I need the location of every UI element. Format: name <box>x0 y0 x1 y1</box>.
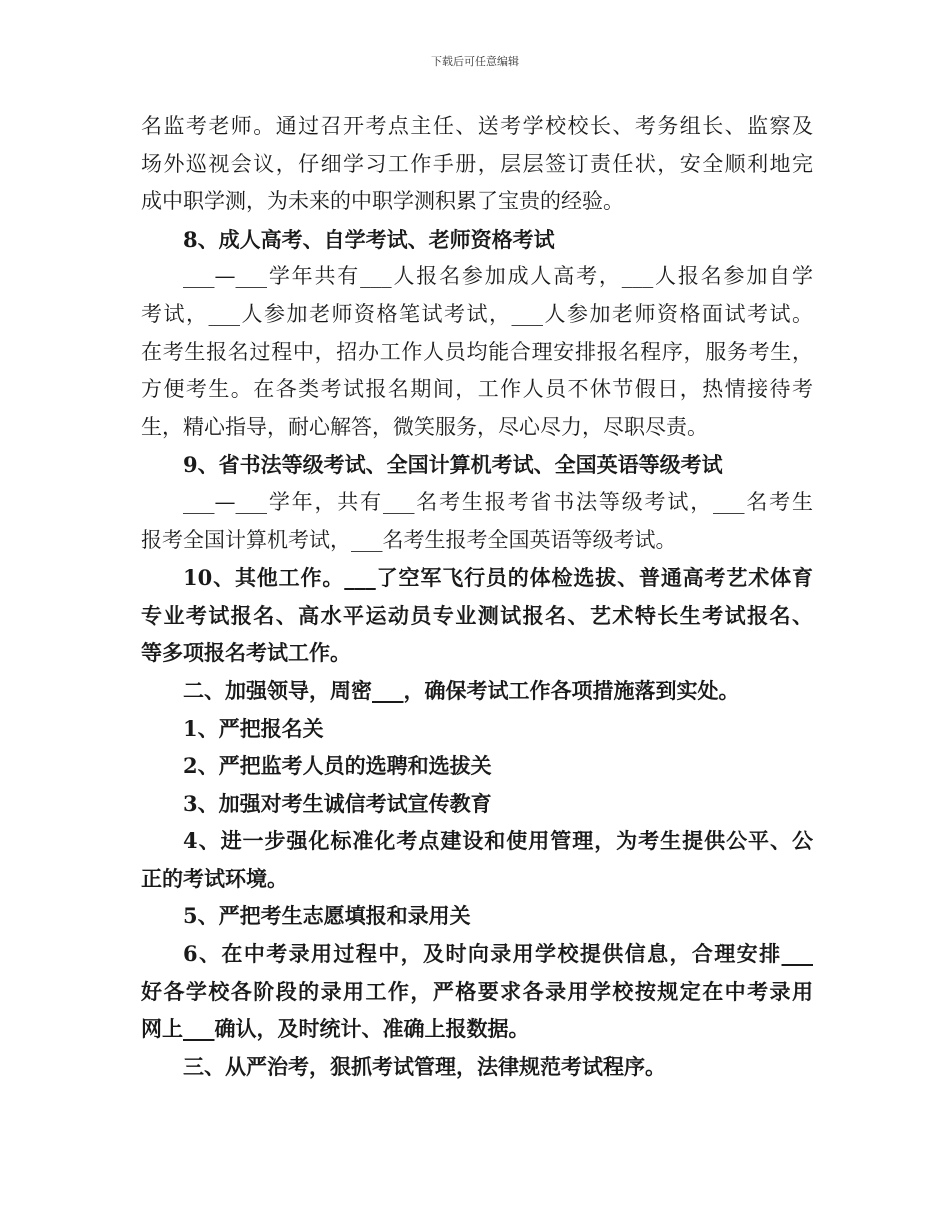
bold-text-line: 网上___确认，及时统计、准确上报数据。 <box>141 1016 530 1042</box>
bold-text-line: 好各学校各阶段的录用工作，严格要求各录用学校按规定在中考录用 <box>141 978 813 1004</box>
text-line: 名监考老师。通过召开考点主任、送考学校校长、考务组长、监察及 <box>141 114 813 138</box>
page-header: 下载后可任意编辑 <box>431 55 519 68</box>
bold-text-line: 1、严把报名关 <box>183 715 324 741</box>
text-line: 生，精心指导，耐心解答，微笑服务，尽心尽力，尽职尽责。 <box>141 414 708 439</box>
bold-text-line: 2、严把监考人员的选聘和选拔关 <box>183 753 492 779</box>
bold-text-line: 9、省书法等级考试、全国计算机考试、全国英语等级考试 <box>183 452 723 478</box>
document-body <box>141 108 813 1085</box>
bold-text-line: 二、加强领导，周密___，确保考试工作各项措施落到实处。 <box>183 677 740 703</box>
bold-text-line: 三、从严治考，狠抓考试管理，法律规范考试程序。 <box>183 1053 666 1079</box>
bold-text-line: 6、在中考录用过程中，及时向录用学校提供信息，合理安排___ <box>183 941 813 967</box>
bold-text-line: 3、加强对考生诚信考试宣传教育 <box>183 790 492 816</box>
bold-text-line: 4、进一步强化标准化考点建设和使用管理，为考生提供公平、公 <box>183 828 813 854</box>
text-line: 成中职学测，为未来的中职学测积累了宝贵的经验。 <box>141 189 624 214</box>
text-line: 报考全国计算机考试，___名考生报考全国英语等级考试。 <box>141 527 677 552</box>
text-line: 在考生报名过程中，招办工作人员均能合理安排报名程序，服务考生， <box>141 339 813 364</box>
text-line: ___—___学年共有___人报名参加成人高考，___人报名参加自学 <box>183 264 813 289</box>
bold-text-line: 等多项报名考试工作。 <box>141 640 351 666</box>
text-line: 场外巡视会议，仔细学习工作手册，层层签订责任状，安全顺利地完 <box>141 151 813 176</box>
bold-text-line: 5、严把考生志愿填报和录用关 <box>183 903 471 929</box>
bold-text-line: 8、成人高考、自学考试、老师资格考试 <box>183 226 555 252</box>
bold-text-line: 正的考试环境。 <box>141 865 288 891</box>
text-line: 方便考生。在各类考试报名期间，工作人员不休节假日，热情接待考 <box>141 377 813 402</box>
text-line: 考试，___人参加老师资格笔试考试，___人参加老师资格面试考试。 <box>141 301 813 326</box>
text-line: ___—___学年，共有___名考生报考省书法等级考试，___名考生 <box>183 489 813 514</box>
bold-text-line: 专业考试报名、高水平运动员专业测试报名、艺术特长生考试报名、 <box>141 602 813 628</box>
bold-text-line: 10、其他工作。___了空军飞行员的体检选拔、普通高考艺术体育 <box>183 565 813 591</box>
